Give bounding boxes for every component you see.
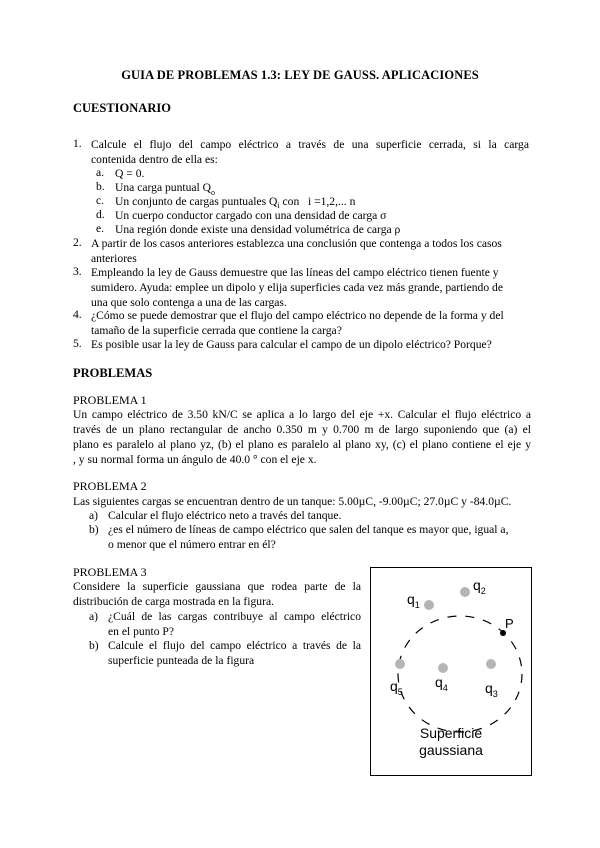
question-3-text: [91, 265, 531, 310]
charge-label-base: q: [435, 674, 443, 690]
question-3-line: Empleando la ley de Gauss demuestre que las líneas del campo eléctrico tienen fuente y: [91, 266, 499, 279]
option-subscript: o: [211, 188, 216, 197]
question-number: 3.: [73, 265, 82, 278]
charge-q5-dot: [395, 659, 405, 669]
option-letter: b): [89, 523, 99, 536]
question-3-line: sumidero. Ayuda: emplee un dipolo y elija superficies cada vez más grande, partiendo de: [91, 281, 503, 294]
problem-1-title: PROBLEMA 1: [73, 393, 147, 407]
figure-caption-line: gaussiana: [419, 742, 483, 758]
charge-q3-label: [485, 680, 498, 699]
question-3-line: una que solo contenga a una de las cargas.: [91, 296, 287, 309]
figure-caption-line: Superficie: [419, 725, 483, 741]
question-number: 4.: [73, 308, 82, 321]
problem-1-line: Un campo eléctrico de 3.50 kN/C se aplica a lo largo del eje +x. Calcular el flujo eléctrico a: [73, 408, 531, 421]
problem-3-intro: [73, 579, 361, 609]
option-text: Q = 0.: [115, 167, 145, 180]
problem-3-part-b-line: Calcule el flujo del campo eléctrico a través de la: [108, 639, 361, 652]
question-2-line: A partir de los casos anteriores establezca una conclusión que contenga a todos los casos: [91, 237, 502, 250]
charge-label-sub: 5: [397, 687, 403, 697]
problem-2-part-b-line: ¿es el número de líneas de campo eléctrico que salen del tanque es mayor que, igual a,: [108, 523, 509, 536]
option-text-main: Un conjunto de cargas puntuales Q: [115, 195, 278, 208]
charge-q3-dot: [486, 659, 496, 669]
charge-label-base: q: [407, 591, 415, 607]
problem-3-part-a-line: ¿Cuál de las cargas contribuye al campo eléctrico: [108, 610, 361, 623]
problem-1-text: [73, 407, 531, 467]
charge-label-base: q: [390, 678, 398, 694]
problem-2-title: PROBLEMA 2: [73, 479, 147, 493]
question-4-line: ¿Cómo se puede demostrar que el flujo del campo eléctrico no depende de la forma y del: [91, 309, 504, 322]
option-text: Una región donde existe una densidad volumétrica de carga ρ: [115, 223, 401, 236]
problem-2-intro: Las siguientes cargas se encuentran dentro de un tanque: 5.00µC, -9.00µC; 27.0µC y -84.0µC.: [73, 495, 512, 508]
problem-1-line: través de un plano rectangular de ancho 0.350 m y 0.700 m de largo suponiendo que (a) el: [73, 423, 531, 436]
question-number: 5.: [73, 337, 82, 350]
question-4-line: tamaño de la superficie cerrada que contiene la carga?: [91, 324, 342, 337]
question-5-text: Es posible usar la ley de Gauss para calcular el campo de un dipolo eléctrico? Porque?: [91, 338, 492, 351]
question-1-text: [91, 137, 529, 167]
problem-3-part-b-line: superficie punteada de la figura: [108, 654, 255, 667]
problem-2-part-b-line: o menor que el número entrar en él?: [108, 538, 276, 551]
option-text-main: Una carga puntual Q: [115, 181, 212, 194]
problem-2-part-a: Calcular el flujo eléctrico neto a través del tanque.: [108, 509, 342, 522]
point-p-label: P: [505, 616, 514, 631]
problem-3-part-a: [108, 609, 361, 639]
problem-1-line: , y su normal forma un ángulo de 40.0 ° con el eje x.: [73, 453, 317, 466]
question-number: 2.: [73, 236, 82, 249]
question-4-text: [91, 308, 531, 338]
option-letter: c.: [96, 194, 105, 207]
option-subscript: i: [277, 201, 280, 210]
charge-q4-dot: [438, 663, 448, 673]
question-1-line: contenida dentro de ella es:: [91, 153, 218, 166]
question-2-line: anteriores: [91, 252, 137, 265]
option-letter: b): [89, 639, 99, 652]
question-number: 1.: [73, 137, 82, 150]
problem-3-intro-line: Considere la superficie gaussiana que rodea parte de la: [73, 580, 361, 593]
problem-3-part-a-line: en el punto P?: [108, 625, 175, 638]
charge-label-base: q: [473, 577, 481, 593]
charge-label-sub: 4: [442, 683, 448, 693]
problemas-heading: PROBLEMAS: [73, 366, 153, 380]
question-1-line: Calcule el flujo del campo eléctrico a través de una superficie cerrada, si la carga: [91, 138, 529, 151]
charge-q2-label: [473, 577, 486, 596]
option-letter: d.: [96, 208, 105, 221]
option-letter: a): [89, 509, 99, 522]
charge-label-sub: 3: [492, 689, 498, 699]
option-letter: e.: [96, 222, 105, 235]
question-2-text: [91, 236, 531, 266]
option-text: Un cuerpo conductor cargado con una densidad de carga σ: [115, 209, 387, 222]
charge-q5-label: [390, 678, 403, 697]
problem-3-intro-line: distribución de carga mostrada en la figura.: [73, 595, 274, 608]
charge-q2-dot: [460, 587, 470, 597]
problem-2-part-b: [108, 522, 533, 552]
page-title: GUIA DE PROBLEMAS 1.3: LEY DE GAUSS. APLICACIONES: [121, 68, 479, 82]
problem-1-line: plano es paralelo al plano yz, (b) el plano es paralelo al plano xy, (c) el plano contiene el eje y: [73, 438, 531, 451]
charge-q4-label: [435, 674, 448, 693]
charge-label-base: q: [485, 680, 493, 696]
option-text-after: con i =1,2,... n: [279, 195, 356, 208]
charge-q1-label: [407, 591, 420, 610]
option-letter: b.: [96, 180, 105, 193]
charge-label-sub: 1: [414, 600, 420, 610]
gauss-figure: [370, 567, 532, 776]
problem-3-title: PROBLEMA 3: [73, 565, 147, 579]
charge-q1-dot: [424, 600, 434, 610]
problem-3-part-b: [108, 638, 361, 668]
option-letter: a.: [96, 166, 105, 179]
option-letter: a): [89, 610, 99, 623]
charge-label-sub: 2: [480, 586, 486, 596]
cuestionario-heading: CUESTIONARIO: [73, 101, 171, 115]
